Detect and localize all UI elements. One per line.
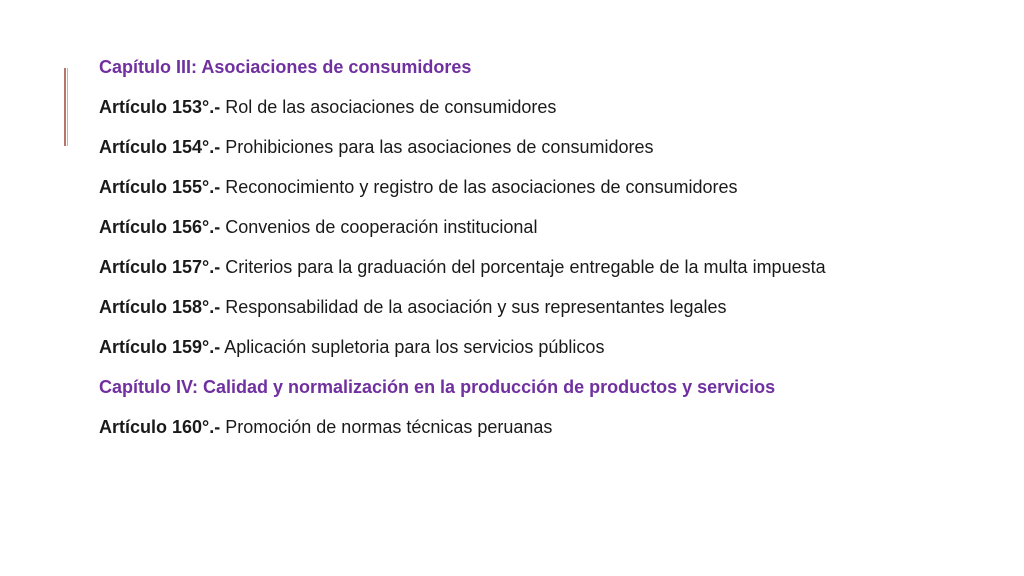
article-label: Artículo 160°.- [99, 417, 221, 437]
article-title: Criterios para la graduación del porcentaje entregable de la multa impuesta [225, 257, 826, 277]
article-title: Prohibiciones para las asociaciones de consumidores [225, 137, 654, 157]
decorative-accent-line-thin [67, 68, 68, 146]
article-159 [99, 336, 979, 359]
article-title: Promoción de normas técnicas peruanas [225, 417, 553, 437]
slide-content [99, 56, 979, 456]
article-157 [99, 256, 979, 279]
article-title: Responsabilidad de la asociación y sus representantes legales [225, 297, 727, 317]
article-label: Artículo 157°.- [99, 257, 221, 277]
article-155 [99, 176, 979, 199]
article-label: Artículo 158°.- [99, 297, 221, 317]
article-label: Artículo 154°.- [99, 137, 221, 157]
article-title: Aplicación supletoria para los servicios públicos [224, 337, 605, 357]
decorative-accent-line [64, 68, 66, 146]
article-label: Artículo 155°.- [99, 177, 221, 197]
article-160 [99, 416, 979, 439]
chapter-heading-iv: Capítulo IV: Calidad y normalización en la producción de productos y servicios [99, 377, 776, 397]
article-158 [99, 296, 979, 319]
article-label: Artículo 156°.- [99, 217, 221, 237]
article-label: Artículo 153°.- [99, 97, 221, 117]
article-154 [99, 136, 979, 159]
article-156 [99, 216, 979, 239]
article-label: Artículo 159°.- [99, 337, 221, 357]
article-153 [99, 96, 979, 119]
chapter-heading-iii: Capítulo III: Asociaciones de consumidores [99, 57, 472, 77]
article-title: Rol de las asociaciones de consumidores [225, 97, 557, 117]
article-title: Convenios de cooperación institucional [225, 217, 538, 237]
article-title: Reconocimiento y registro de las asociaciones de consumidores [225, 177, 738, 197]
